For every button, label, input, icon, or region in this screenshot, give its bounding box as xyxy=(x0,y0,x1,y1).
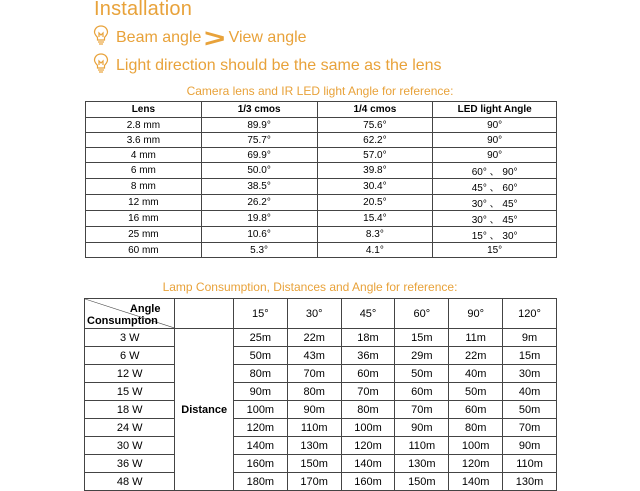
power-cell: 24 W xyxy=(85,419,175,437)
angle-header: 30° xyxy=(287,299,341,329)
angle-header: 45° xyxy=(341,299,395,329)
distance-cell: 80m xyxy=(287,383,341,401)
greater-than-arrow-icon: > xyxy=(204,22,226,53)
bullet-light-direction xyxy=(92,52,442,79)
column-header: 1/3 cmos xyxy=(201,102,317,118)
table-cell: 90° xyxy=(433,133,557,148)
power-cell: 30 W xyxy=(85,437,175,455)
consumption-header-label: Consumption xyxy=(87,315,158,327)
distance-cell: 130m xyxy=(287,437,341,455)
distance-cell: 40m xyxy=(503,383,557,401)
table-row xyxy=(86,163,557,179)
distance-cell: 90m xyxy=(287,401,341,419)
distance-cell: 9m xyxy=(503,329,557,347)
power-cell: 48 W xyxy=(85,473,175,491)
distance-cell: 40m xyxy=(449,365,503,383)
table-cell: 10.6° xyxy=(201,227,317,243)
table-cell: 38.5° xyxy=(201,179,317,195)
table-cell: 60° 、 90° xyxy=(433,163,557,179)
distance-cell: 120m xyxy=(341,437,395,455)
table-row xyxy=(86,227,557,243)
table-cell: 30° 、 45° xyxy=(433,211,557,227)
distance-cell: 160m xyxy=(341,473,395,491)
view-angle-label: View angle xyxy=(228,28,307,46)
distance-cell: 130m xyxy=(503,473,557,491)
distance-cell: 110m xyxy=(503,455,557,473)
table-row xyxy=(85,329,557,347)
power-cell: 15 W xyxy=(85,383,175,401)
distance-cell: 60m xyxy=(395,383,449,401)
table-cell: 20.5° xyxy=(317,195,433,211)
distance-cell: 90m xyxy=(503,437,557,455)
table-cell: 75.7° xyxy=(201,133,317,148)
distance-cell: 120m xyxy=(449,455,503,473)
bullet-beam-angle xyxy=(92,24,307,51)
distance-cell: 80m xyxy=(341,401,395,419)
corner-header-cell xyxy=(85,299,175,329)
table-row xyxy=(85,347,557,365)
table-row xyxy=(86,148,557,163)
table1-caption: Camera lens and IR LED light Angle for reference: xyxy=(186,84,454,98)
distance-cell: 29m xyxy=(395,347,449,365)
lens-angle-table xyxy=(85,101,557,258)
table-row xyxy=(85,473,557,491)
power-cell: 3 W xyxy=(85,329,175,347)
table-cell: 90° xyxy=(433,118,557,133)
table-cell: 3.6 mm xyxy=(86,133,202,148)
table-row xyxy=(86,243,557,258)
lightbulb-icon xyxy=(92,52,116,79)
table-cell: 6 mm xyxy=(86,163,202,179)
power-cell: 6 W xyxy=(85,347,175,365)
distance-cell: 90m xyxy=(233,383,287,401)
table-row xyxy=(86,118,557,133)
table-cell: 8 mm xyxy=(86,179,202,195)
table-cell: 50.0° xyxy=(201,163,317,179)
distance-cell: 15m xyxy=(395,329,449,347)
distance-cell: 60m xyxy=(449,401,503,419)
table-row xyxy=(85,365,557,383)
table-cell: 57.0° xyxy=(317,148,433,163)
distance-cell: 60m xyxy=(341,365,395,383)
table-row xyxy=(85,383,557,401)
table-cell: 26.2° xyxy=(201,195,317,211)
distance-cell: 50m xyxy=(503,401,557,419)
distance-cell: 30m xyxy=(503,365,557,383)
distance-cell: 70m xyxy=(341,383,395,401)
angle-header-label: Angle xyxy=(129,303,161,315)
distance-cell: 90m xyxy=(395,419,449,437)
table-cell: 90° xyxy=(433,148,557,163)
distance-cell: 43m xyxy=(287,347,341,365)
lamp-distance-table xyxy=(84,298,557,491)
page-title: Installation xyxy=(94,0,193,20)
table-cell: 15° 、 30° xyxy=(433,227,557,243)
table-row xyxy=(85,401,557,419)
table-cell: 62.2° xyxy=(317,133,433,148)
table-cell: 8.3° xyxy=(317,227,433,243)
column-header: LED light Angle xyxy=(433,102,557,118)
angle-header: 60° xyxy=(395,299,449,329)
table-cell: 30° 、 45° xyxy=(433,195,557,211)
distance-cell: 80m xyxy=(449,419,503,437)
table-cell: 25 mm xyxy=(86,227,202,243)
distance-cell: 18m xyxy=(341,329,395,347)
distance-cell: 100m xyxy=(341,419,395,437)
power-cell: 36 W xyxy=(85,455,175,473)
table-cell: 15° xyxy=(433,243,557,258)
distance-cell: 110m xyxy=(287,419,341,437)
angle-header: 90° xyxy=(449,299,503,329)
table-cell: 19.8° xyxy=(201,211,317,227)
table-row xyxy=(85,437,557,455)
distance-cell: 130m xyxy=(395,455,449,473)
light-direction-label: Light direction should be the same as the lens xyxy=(116,56,442,74)
distance-cell: 80m xyxy=(233,365,287,383)
table-cell: 5.3° xyxy=(201,243,317,258)
table-cell: 12 mm xyxy=(86,195,202,211)
distance-cell: 180m xyxy=(233,473,287,491)
distance-cell: 110m xyxy=(395,437,449,455)
table-row xyxy=(86,133,557,148)
distance-cell: 120m xyxy=(233,419,287,437)
distance-label: Distance xyxy=(175,329,233,491)
distance-cell: 36m xyxy=(341,347,395,365)
distance-cell: 50m xyxy=(395,365,449,383)
table-header-row xyxy=(86,102,557,118)
distance-cell: 70m xyxy=(287,365,341,383)
angle-header: 15° xyxy=(233,299,287,329)
beam-angle-label: Beam angle xyxy=(116,28,202,46)
table2-caption: Lamp Consumption, Distances and Angle for reference: xyxy=(162,280,458,294)
distance-cell: 170m xyxy=(287,473,341,491)
table-header-row xyxy=(85,299,557,329)
table-cell: 4.1° xyxy=(317,243,433,258)
distance-cell: 15m xyxy=(503,347,557,365)
table-row xyxy=(86,211,557,227)
distance-cell: 22m xyxy=(287,329,341,347)
table-cell: 45° 、 60° xyxy=(433,179,557,195)
distance-cell: 150m xyxy=(287,455,341,473)
table-row xyxy=(85,419,557,437)
distance-cell: 140m xyxy=(233,437,287,455)
distance-cell: 150m xyxy=(395,473,449,491)
distance-cell: 50m xyxy=(233,347,287,365)
distance-cell: 160m xyxy=(233,455,287,473)
distance-cell: 70m xyxy=(395,401,449,419)
power-cell: 18 W xyxy=(85,401,175,419)
table-cell: 4 mm xyxy=(86,148,202,163)
distance-cell: 70m xyxy=(503,419,557,437)
lightbulb-icon xyxy=(92,24,116,51)
table-cell: 2.8 mm xyxy=(86,118,202,133)
table-cell: 15.4° xyxy=(317,211,433,227)
distance-cell: 11m xyxy=(449,329,503,347)
distance-cell: 25m xyxy=(233,329,287,347)
table-row xyxy=(85,455,557,473)
table-row xyxy=(86,195,557,211)
table-cell: 75.6° xyxy=(317,118,433,133)
table-cell: 69.9° xyxy=(201,148,317,163)
table-cell: 39.8° xyxy=(317,163,433,179)
column-header: 1/4 cmos xyxy=(317,102,433,118)
table-cell: 30.4° xyxy=(317,179,433,195)
blank-header-cell xyxy=(175,299,233,329)
column-header: Lens xyxy=(86,102,202,118)
angle-header: 120° xyxy=(503,299,557,329)
distance-cell: 22m xyxy=(449,347,503,365)
power-cell: 12 W xyxy=(85,365,175,383)
distance-cell: 140m xyxy=(341,455,395,473)
table-cell: 16 mm xyxy=(86,211,202,227)
distance-cell: 50m xyxy=(449,383,503,401)
distance-cell: 140m xyxy=(449,473,503,491)
table-cell: 89.9° xyxy=(201,118,317,133)
table-row xyxy=(86,179,557,195)
distance-cell: 100m xyxy=(449,437,503,455)
distance-cell: 100m xyxy=(233,401,287,419)
table-cell: 60 mm xyxy=(86,243,202,258)
